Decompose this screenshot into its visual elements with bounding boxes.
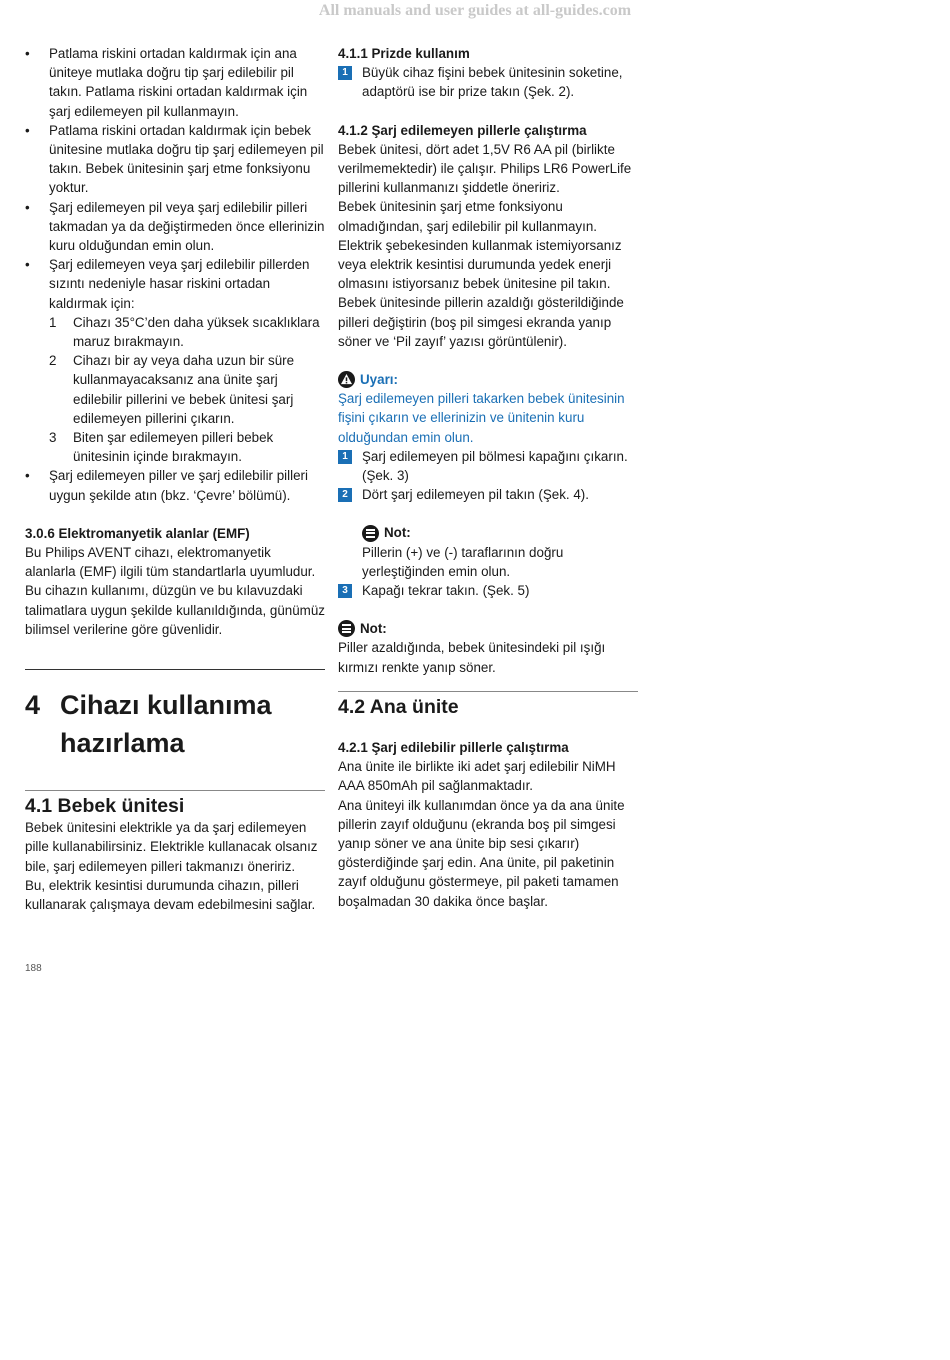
- note-text: Piller azaldığında, bebek ünitesindeki pil ışığı kırmızı renkte yanıp söner.: [338, 640, 606, 675]
- step-text: Dört şarj edilemeyen pil takın (Şek. 4).: [362, 487, 589, 503]
- step-item: [338, 485, 638, 504]
- sub-list-item: [49, 313, 325, 351]
- subsection-heading: 4.2.1 Şarj edilebilir pillerle çalıştırma: [338, 739, 569, 755]
- sub-item-text: Biten şar edilemeyen pilleri bebek ünitesinin içinde bırakmayın.: [73, 430, 274, 465]
- section-divider: [25, 790, 325, 791]
- note-text: Pillerin (+) ve (-) taraflarının doğru yerleştiğinden emin olun.: [362, 544, 564, 579]
- step-number-badge: 2: [338, 488, 352, 502]
- note-heading: [338, 619, 638, 638]
- list-item: • Patlama riskini ortadan kaldırmak için ana üniteye mutlaka doğru tip şarj edilebilir pil takın. Patlama riskini ortadan kaldırmak için şarj edilemeyen pil kullanmayın.: [25, 44, 325, 121]
- step-item: [338, 447, 638, 485]
- step-text: Şarj edilemeyen pil bölmesi kapağını çıkarın. (Şek. 3): [362, 448, 628, 484]
- sub-item-text: Cihazı bir ay veya daha uzun bir süre kullanmayacaksanız ana ünite şarj edilebilir pillerini ve bebek ünitesi şarj edilemeyen pillerini çıkarın.: [73, 353, 295, 426]
- section-title: 4.1 Bebek ünitesi: [25, 795, 185, 818]
- step-list: [338, 581, 638, 600]
- step-list: [338, 63, 638, 101]
- emf-heading: 3.0.6 Elektromanyetik alanlar (EMF): [25, 525, 250, 541]
- paragraph: Bebek ünitesinde pillerin azaldığı gösterildiğinde pilleri değiştirin (boş pil simgesi ekranda yanıp söner ve ‘Pil zayıf’ yazısı görüntülenir).: [338, 295, 624, 349]
- section-paragraph: Bu, elektrik kesintisi durumunda cihazın, pilleri kullanarak çalışmaya devam edebilmesini sağlar.: [25, 877, 316, 912]
- warning-label: Uyarı:: [360, 372, 398, 388]
- page-number: 188: [25, 963, 42, 974]
- list-item: [25, 255, 325, 466]
- paragraph: Ana üniteyi ilk kullanımdan önce ya da ana ünite pillerin zayıf olduğunu (ekranda boş pil simgesi yanıp söner ve ana ünite bip sesi çıkarır) gösterdiğinde şarj edin. Ana ünite, pil paketinin zayıf olduğunu göstermeye, pil paketi tamamen boşalmadan 30 dakika önce başlar.: [338, 797, 625, 909]
- sub-list-item: [49, 428, 325, 466]
- note-icon: [338, 620, 355, 637]
- paragraph: Elektrik şebekesinden kullanmak istemiyorsanız veya elektrik kesintisi durumunda yedek enerji olmasını istiyorsanız bebek ünitesine pil takın.: [338, 237, 622, 292]
- safety-list: [25, 44, 325, 505]
- step-text: Büyük cihaz fişini bebek ünitesinin soketine, adaptörü ise bir prize takın (Şek. 2).: [362, 65, 623, 100]
- note-heading: [338, 523, 638, 542]
- right-column: [338, 44, 638, 911]
- watermark: All manuals and user guides at all-guides.com: [318, 2, 632, 19]
- chapter-heading: [25, 686, 325, 762]
- warning-text: Şarj edilemeyen pilleri takarken bebek ünitesinin fişini çıkarın ve ellerinizin ve ünitenin kuru olduğundan emin olun.: [338, 391, 625, 445]
- left-column: [25, 44, 325, 914]
- sub-item-text: Cihazı 35°C’den daha yüksek sıcaklıklara maruz bırakmayın.: [73, 314, 320, 350]
- chapter-number: 4: [25, 690, 41, 721]
- paragraph: Ana ünite ile birlikte iki adet şarj edilebilir NiMH AAA 850mAh pil sağlanmaktadır.: [338, 759, 616, 794]
- note-label: Not:: [360, 621, 387, 637]
- sub-list-item: [49, 351, 325, 428]
- list-item-text: Şarj edilemeyen veya şarj edilebilir pillerden sızıntı nedeniyle hasar riskini ortadan kaldırmak için:: [49, 257, 310, 311]
- sub-list: [49, 313, 325, 467]
- list-item: • Şarj edilemeyen piller ve şarj edilebilir pilleri uygun şekilde atın (bkz. ‘Çevre’ bölümü).: [25, 466, 325, 504]
- sub-item-number: 2: [49, 353, 57, 369]
- paragraph: Bebek ünitesinin şarj etme fonksiyonu olmadığından, şarj edilebilir pil kullanmayın.: [338, 199, 598, 234]
- section-divider: [338, 691, 638, 692]
- list-item: • Patlama riskini ortadan kaldırmak için bebek ünitesine mutlaka doğru tip şarj edilemeyen pil takın. Bebek ünitesinin şarj etme fonksiyonu yoktur.: [25, 121, 325, 198]
- step-number-badge: 1: [338, 450, 352, 464]
- note-icon: [362, 525, 379, 542]
- section-paragraph: Bebek ünitesini elektrikle ya da şarj edilemeyen pille kullanabilirsiniz. Elektrikle kullanacak olsanız bile, şarj edilemeyen pilleri takmanızı öneririz.: [25, 820, 318, 874]
- step-item: [338, 63, 638, 101]
- chapter-title: Cihazı kullanıma hazırlama: [60, 690, 272, 759]
- step-text: Kapağı tekrar takın. (Şek. 5): [362, 583, 530, 599]
- subsection-heading: 4.1.1 Prizde kullanım: [338, 46, 470, 61]
- subsection-heading: 4.1.2 Şarj edilemeyen pillerle çalıştırma: [338, 122, 587, 138]
- paragraph: Bebek ünitesi, dört adet 1,5V R6 AA pil (birlikte verilmemektedir) ile çalışır. Philips LR6 PowerLife pillerini kullanmanızı şiddetle öneririz.: [338, 141, 632, 196]
- warning-heading: [338, 370, 638, 389]
- section-title: 4.2 Ana ünite: [338, 695, 459, 718]
- list-item: • Şarj edilemeyen pil veya şarj edilebilir pilleri takmadan ya da değiştirmeden önce ellerinizin kuru olduğundan emin olun.: [25, 198, 325, 256]
- chapter-divider: [25, 669, 325, 670]
- emf-paragraph: Bu Philips AVENT cihazı, elektromanyetik alanlarla (EMF) ilgili tüm standartlarla uyumludur. Bu cihazın kullanımı, düzgün ve bu kılavuzdaki talimatlara uygun şekilde kullanıldığında, günümüz bilimsel verilerine göre güvenlidir.: [25, 545, 325, 637]
- note-label: Not:: [384, 525, 411, 541]
- warning-icon: [338, 371, 355, 388]
- step-list: [338, 447, 638, 505]
- step-number-badge: 1: [338, 66, 352, 80]
- step-item: [338, 581, 638, 600]
- sub-item-number: 3: [49, 430, 57, 446]
- sub-item-number: 1: [49, 314, 57, 330]
- step-number-badge: 3: [338, 584, 352, 598]
